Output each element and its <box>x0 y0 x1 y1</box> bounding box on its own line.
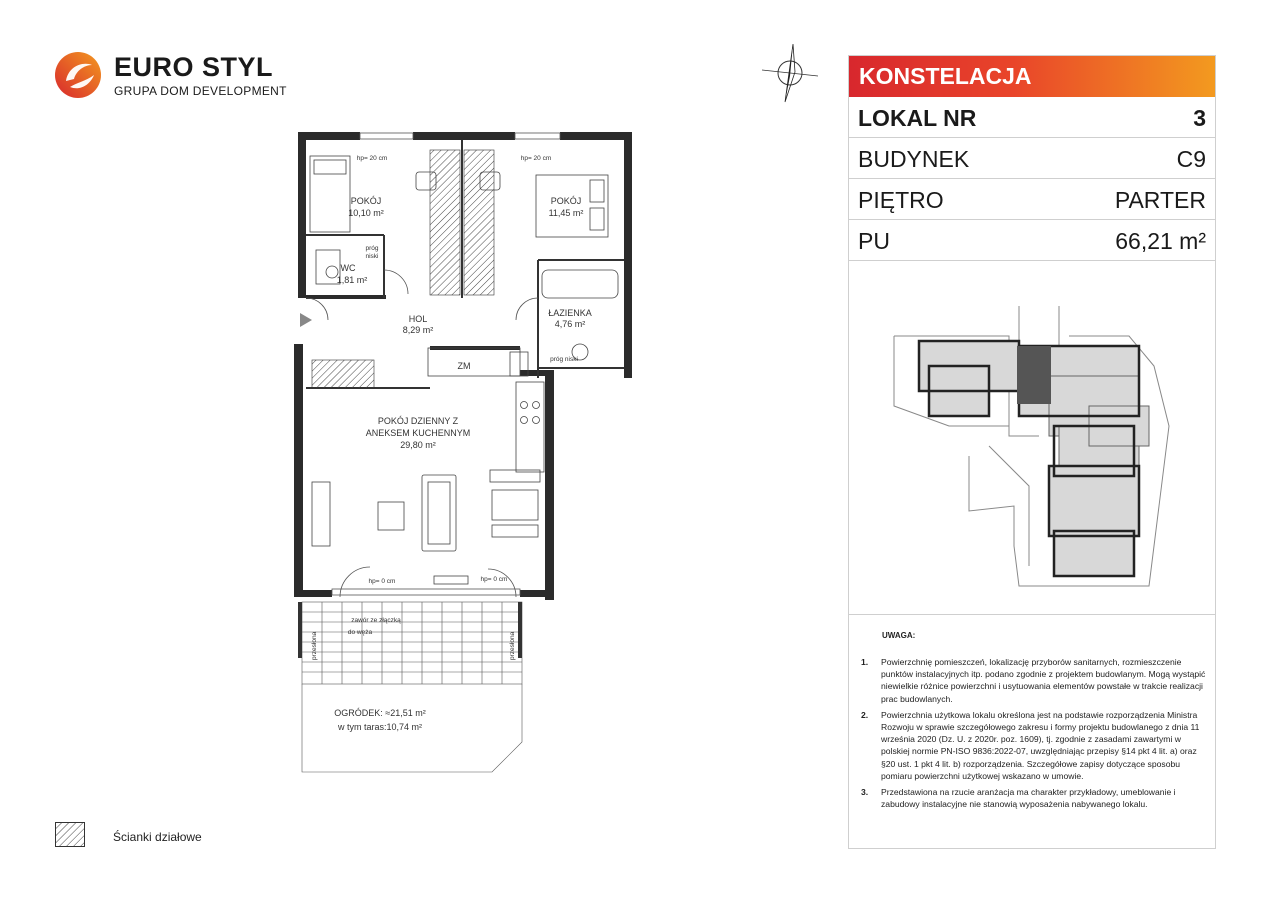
room-label-living-1: POKÓJ DZIENNY Z <box>377 416 459 426</box>
window-height-right: hp= 20 cm <box>520 155 552 162</box>
screen-label-right: przesłona <box>509 631 516 660</box>
terrace-area-label: w tym taras:10,74 m² <box>337 722 423 732</box>
info-key-floor: PIĘTRO <box>858 187 944 213</box>
valve-label-2: do węża <box>347 629 373 636</box>
partition-legend-label: Ścianki działowe <box>113 830 202 844</box>
threshold-bathroom: próg niski <box>550 356 578 363</box>
partition-legend-icon <box>55 822 85 847</box>
notes-divider <box>849 614 1215 615</box>
info-key-unit: LOKAL NR <box>858 105 977 131</box>
note-number: 1. <box>861 657 869 667</box>
info-row-building <box>849 138 1215 179</box>
note-item <box>861 656 1211 705</box>
screen-label-left: przesłona <box>311 631 318 660</box>
room-area-wc: 1,81 m² <box>336 275 368 285</box>
info-value-building: C9 <box>1176 146 1206 172</box>
info-value-area: 66,21 m² <box>1115 228 1206 254</box>
info-row-unit <box>849 97 1215 138</box>
threshold-wc-1: próg <box>365 245 379 252</box>
note-item <box>861 709 1211 782</box>
window-height-left: hp= 20 cm <box>356 155 388 162</box>
floor-plan <box>280 120 640 785</box>
room-label-bedroom-2: POKÓJ <box>550 196 582 206</box>
valve-label-1: zawór ze złączką <box>351 617 401 624</box>
room-area-living: 29,80 m² <box>400 440 436 450</box>
info-row-floor <box>849 179 1215 220</box>
garden-area-label: OGRÓDEK: ≈21,51 m² <box>334 708 426 718</box>
meter-label: ZM <box>457 361 471 371</box>
room-area-hall: 8,29 m² <box>402 325 434 335</box>
north-arrow-icon <box>760 42 820 104</box>
room-label-living-2: ANEKSEM KUCHENNYM <box>365 428 471 438</box>
euro-styl-logo-icon <box>54 51 102 99</box>
info-row-area <box>849 220 1215 261</box>
project-name: KONSTELACJA <box>849 56 1215 97</box>
room-label-bathroom: ŁAZIENKA <box>548 308 592 318</box>
window-height-bottom-right: hp= 0 cm <box>480 576 508 583</box>
notes-title: UWAGA: <box>882 631 916 640</box>
note-text: Powierzchnia użytkowa lokalu określona jest na podstawie rozporządzenia Ministra Rozwoju w sprawie szczegółowego zakresu i formy projektu budowlanego z dnia 11 września 2020 (Dz. U. z 2020r. poz. 1609), tj. zgodnie z zasadami zawartymi w polskiej normie PN-ISO 9836:2022-07, uwzględniając przepisy §14 pkt 4 lit. a) oraz §20 ust. 1 pkt 4 lit. b) rozporządzenia. Szczegółowe zapisy dotyczące sposobu pomiaru powierzchni użytkowej wskazano w umowie. <box>881 709 1200 781</box>
brand-subtitle: GRUPA DOM DEVELOPMENT <box>114 84 287 98</box>
info-value-floor: PARTER <box>1114 187 1206 213</box>
window-height-bottom-left: hp= 0 cm <box>368 578 396 585</box>
threshold-wc-2: niski <box>365 253 379 260</box>
room-label-hall: HOL <box>408 314 428 324</box>
brand-name: EURO STYL <box>114 52 274 82</box>
note-number: 3. <box>861 787 869 798</box>
info-key-area: PU <box>858 228 890 254</box>
note-text: Powierzchnię pomieszczeń, lokalizację przyborów sanitarnych, rozmieszczenie punktów instalacyjnych itp. podano zgodnie z projektem budowlanym. Mogą wystąpić niewielkie różnice powierzchni i usytuowania elementów powstałe w trakcie realizacji prac budowlanych. <box>881 657 1206 704</box>
notes-list <box>861 656 1211 814</box>
note-text: Przedstawiona na rzucie aranżacja ma charakter przykładowy, umeblowanie i zabudowy instalacyjne nie stanowią wyposażenia nabywanego lokalu. <box>881 787 1176 810</box>
room-label-bedroom-1: POKÓJ <box>350 196 382 206</box>
info-key-building: BUDYNEK <box>858 146 970 172</box>
note-item <box>861 786 1211 810</box>
note-number: 2. <box>861 709 869 720</box>
building-key-plan <box>889 306 1189 606</box>
room-area-bathroom: 4,76 m² <box>554 319 586 329</box>
info-value-unit: 3 <box>1193 105 1206 131</box>
room-area-bedroom-2: 11,45 m² <box>548 208 584 218</box>
room-area-bedroom-1: 10,10 m² <box>348 208 384 218</box>
room-label-wc: WC <box>340 263 356 273</box>
apartment-info-panel <box>848 55 1216 849</box>
